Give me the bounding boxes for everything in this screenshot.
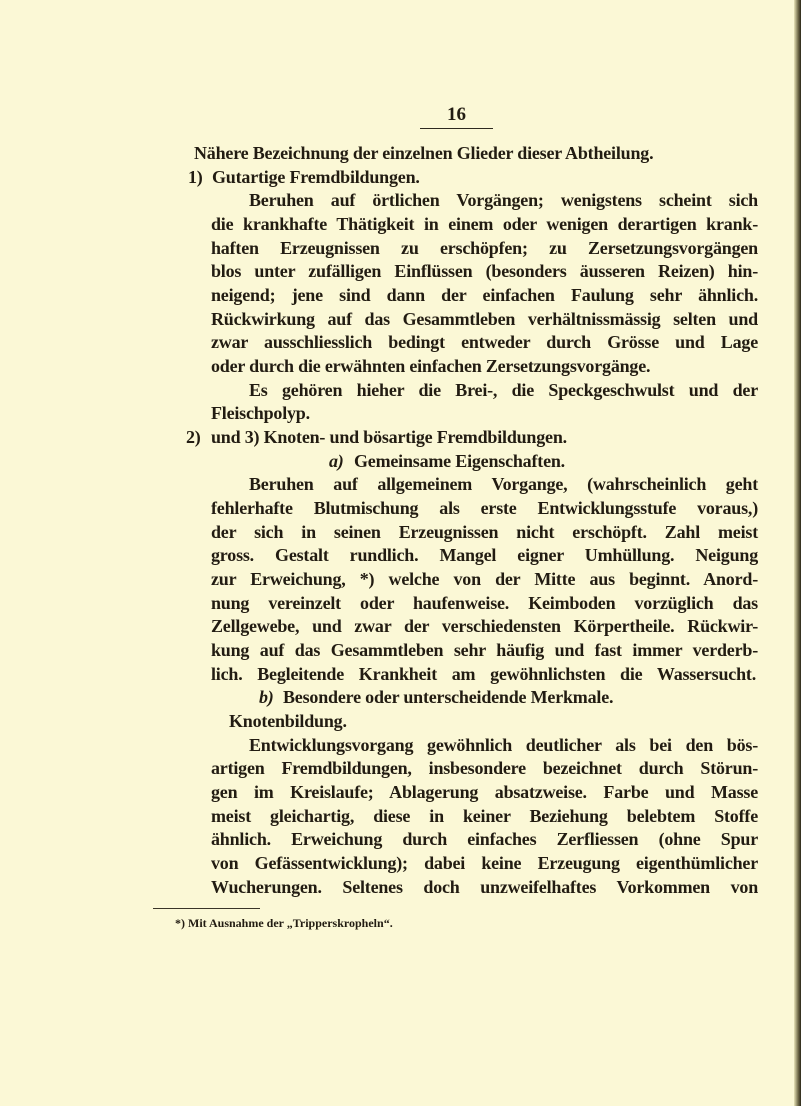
footnote: *) Mit Ausnahme der „Tripperskropheln“. bbox=[175, 916, 393, 930]
paragraph-line: neigend; jene sind dann der einfachen Faulung sehr ähnlich. bbox=[211, 285, 758, 305]
paragraph-line: die krankhafte Thätigkeit in einem oder wenigen derartigen krank- bbox=[211, 214, 758, 234]
section-2-marker: 2) bbox=[186, 427, 201, 447]
page-number: 16 bbox=[447, 104, 466, 125]
paragraph-line: Es gehören hieher die Brei-, die Speckgeschwulst und der bbox=[249, 380, 758, 400]
paragraph-line: haften Erzeugnissen zu erschöpfen; zu Zersetzungsvorgängen bbox=[211, 238, 758, 258]
paragraph-line: Fleischpolyp. bbox=[211, 403, 310, 423]
paragraph-line: Beruhen auf örtlichen Vorgängen; wenigstens scheint sich bbox=[249, 190, 758, 210]
subsection-b-title: Besondere oder unterscheidende Merkmale. bbox=[283, 687, 614, 707]
paragraph-line: Wucherungen. Seltenes doch unzweifelhaftes Vorkommen von bbox=[211, 877, 758, 897]
paragraph-line: Entwicklungsvorgang gewöhnlich deutlicher als bei den bös- bbox=[249, 735, 758, 755]
section-heading: Nähere Bezeichnung der einzelnen Glieder dieser Abtheilung. bbox=[194, 143, 654, 163]
subsection-a-marker: a) bbox=[329, 451, 344, 471]
section-1-marker: 1) bbox=[188, 167, 203, 187]
paragraph-line: lich. Begleitende Krankheit am gewöhnlichsten die Wassersucht. bbox=[211, 664, 756, 684]
subsection-a-title: Gemeinsame Eigenschaften. bbox=[354, 451, 565, 471]
paragraph-line: blos unter zufälligen Einflüssen (besonders äusseren Reizen) hin- bbox=[211, 261, 758, 281]
section-2-title: und 3) Knoten- und bösartige Fremdbildungen. bbox=[211, 427, 567, 447]
paragraph-line: gen im Kreislaufe; Ablagerung absatzweise. Farbe und Masse bbox=[211, 782, 758, 802]
paragraph-line: der sich in seinen Erzeugnissen nicht erschöpft. Zahl meist bbox=[211, 522, 758, 542]
paragraph-line: Beruhen auf allgemeinem Vorgange, (wahrscheinlich geht bbox=[249, 474, 758, 494]
knotenbildung-heading: Knotenbildung. bbox=[229, 711, 347, 731]
subsection-b-marker: b) bbox=[259, 687, 274, 707]
page-number-rule bbox=[420, 128, 493, 129]
paragraph-line: ähnlich. Erweichung durch einfaches Zerfliessen (ohne Spur bbox=[211, 829, 758, 849]
paragraph-line: nung vereinzelt oder haufenweise. Keimboden vorzüglich das bbox=[211, 593, 758, 613]
paragraph-line: Rückwirkung auf das Gesammtleben verhältnissmässig selten und bbox=[211, 309, 758, 329]
section-1-title: Gutartige Fremdbildungen. bbox=[212, 167, 420, 187]
paragraph-line: zur Erweichung, *) welche von der Mitte aus beginnt. Anord- bbox=[211, 569, 758, 589]
footnote-rule bbox=[153, 908, 260, 909]
paragraph-line: gross. Gestalt rundlich. Mangel eigner Umhüllung. Neigung bbox=[211, 545, 758, 565]
paragraph-line: meist gleichartig, diese in keiner Beziehung belebtem Stoffe bbox=[211, 806, 758, 826]
book-page-edge bbox=[794, 0, 801, 1106]
paragraph-line: von Gefässentwicklung); dabei keine Erzeugung eigenthümlicher bbox=[211, 853, 758, 873]
paragraph-line: zwar ausschliesslich bedingt entweder durch Grösse und Lage bbox=[211, 332, 758, 352]
paragraph-line: oder durch die erwähnten einfachen Zersetzungsvorgänge. bbox=[211, 356, 651, 376]
paragraph-line: kung auf das Gesammtleben sehr häufig und fast immer verderb- bbox=[211, 640, 758, 660]
paragraph-line: artigen Fremdbildungen, insbesondere bezeichnet durch Störun- bbox=[211, 758, 758, 778]
paragraph-line: fehlerhafte Blutmischung als erste Entwicklungsstufe voraus,) bbox=[211, 498, 758, 518]
paragraph-line: Zellgewebe, und zwar der verschiedensten Körpertheile. Rückwir- bbox=[211, 616, 758, 636]
